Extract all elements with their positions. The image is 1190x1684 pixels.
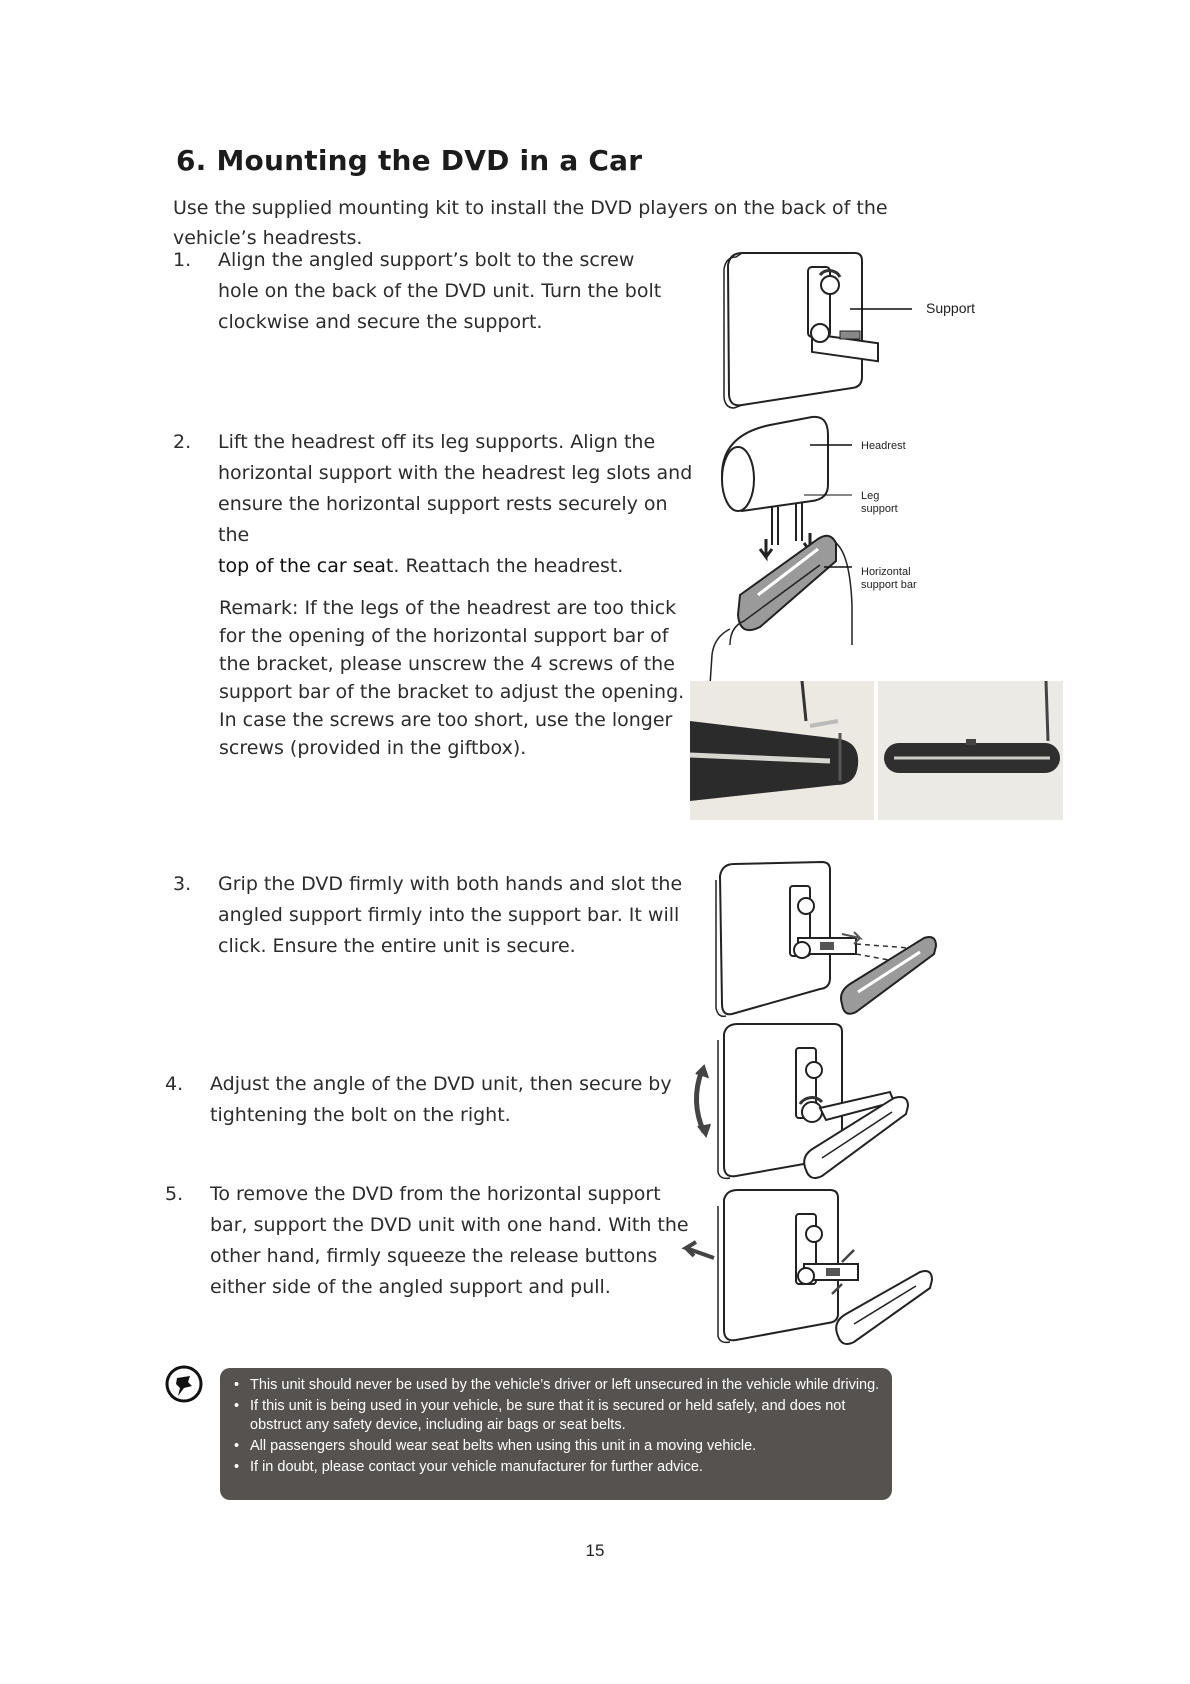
warning-text: All passengers should wear seat belts when using this unit in a moving vehicle. xyxy=(250,1438,757,1454)
warning-item xyxy=(232,1437,880,1456)
photo-bracket-adjusted-drawing xyxy=(878,681,1063,820)
step-4-line-1: Adjust the angle of the DVD unit, then secure by xyxy=(210,1073,672,1095)
step-2-line-4-rest: . Reattach the headrest. xyxy=(393,555,624,577)
label-horizontal-line-2: support bar xyxy=(861,579,917,591)
warning-list xyxy=(232,1376,880,1477)
step-4-number: 4. xyxy=(165,1073,184,1095)
warning-text: If this unit is being used in your vehicle, be sure that it is secured or held safely, and does not obstruct any safety device, including air bags or seat belts. xyxy=(250,1398,846,1433)
step-3-line-3: click. Ensure the entire unit is secure. xyxy=(218,935,576,957)
remark-line-4: support bar of the bracket to adjust the opening. xyxy=(219,681,685,703)
step-2-emphasis: top of the car seat xyxy=(218,555,394,577)
step-2-text xyxy=(218,427,698,582)
safety-warning-box xyxy=(220,1368,892,1500)
step-2-number: 2. xyxy=(173,431,192,453)
bullet: • xyxy=(234,1377,240,1393)
step-3-text xyxy=(218,869,688,962)
bullet: • xyxy=(234,1398,240,1414)
label-leg-support-line-1: Leg xyxy=(861,490,880,502)
remark-line-5: In case the screws are too short, use the longer xyxy=(219,709,673,731)
step-2-line-2: horizontal support with the headrest leg slots and xyxy=(218,462,693,484)
label-horizontal-support-bar xyxy=(861,566,917,592)
remark-line-6: screws (provided in the giftbox). xyxy=(219,737,527,759)
photo-bracket-opening-drawing xyxy=(690,681,874,820)
warning-pushpin-icon xyxy=(164,1364,204,1404)
label-headrest: Headrest xyxy=(861,440,906,452)
label-horizontal-line-1: Horizontal xyxy=(861,566,911,578)
remark-line-2: for the opening of the horizontal support bar of xyxy=(219,625,669,647)
illustration-slot-in xyxy=(710,858,940,1018)
step-4-text xyxy=(210,1069,680,1131)
step-2-line-4 xyxy=(218,551,698,582)
illustration-adjust-angle xyxy=(680,1022,920,1182)
photo-bracket-adjusted xyxy=(878,681,1063,820)
warning-text: If in doubt, please contact your vehicle manufacturer for further advice. xyxy=(250,1459,703,1475)
illustration-headrest xyxy=(700,415,920,685)
remark-line-1: Remark: If the legs of the headrest are too thick xyxy=(219,597,677,619)
step-1-number: 1. xyxy=(173,249,192,271)
step-3-line-2: angled support firmly into the support bar. It will xyxy=(218,904,680,926)
step-2-line-3: ensure the horizontal support rests securely on the xyxy=(218,493,668,546)
bullet: • xyxy=(234,1459,240,1475)
step-1-text xyxy=(218,245,688,338)
step-1-line-1: Align the angled support’s bolt to the screw xyxy=(218,249,635,271)
page-number: 15 xyxy=(585,1541,605,1560)
step-5-number: 5. xyxy=(165,1183,184,1205)
step-1-line-3: clockwise and secure the support. xyxy=(218,311,543,333)
bullet: • xyxy=(234,1438,240,1454)
label-support: Support xyxy=(926,300,976,316)
step-5-line-4: either side of the angled support and pull. xyxy=(210,1276,611,1298)
label-leg-support xyxy=(861,490,898,516)
illustration-remove xyxy=(680,1190,940,1350)
page-title: 6. Mounting the DVD in a Car xyxy=(176,144,643,177)
warning-text: This unit should never be used by the vehicle’s driver or left unsecured in the vehicle while driving. xyxy=(250,1377,880,1393)
step-4-line-2: tightening the bolt on the right. xyxy=(210,1104,511,1126)
step-5-line-2: bar, support the DVD unit with one hand. With the xyxy=(210,1214,689,1236)
step-3-number: 3. xyxy=(173,873,192,895)
warning-item xyxy=(232,1376,880,1395)
photo-bracket-opening xyxy=(690,681,874,820)
step-5-text xyxy=(210,1179,690,1303)
illustration-support-attach xyxy=(720,245,920,410)
remark-line-3: the bracket, please unscrew the 4 screws of the xyxy=(219,653,675,675)
step-1-line-2: hole on the back of the DVD unit. Turn the bolt xyxy=(218,280,662,302)
warning-item xyxy=(232,1458,880,1477)
step-5-line-1: To remove the DVD from the horizontal support xyxy=(210,1183,661,1205)
intro-paragraph: Use the supplied mounting kit to install the DVD players on the back of the vehicle’s headrests. xyxy=(173,197,888,249)
label-leg-support-line-2: support xyxy=(861,503,898,515)
remark-paragraph xyxy=(219,594,689,762)
step-5-line-3: other hand, firmly squeeze the release buttons xyxy=(210,1245,658,1267)
step-3-line-1: Grip the DVD firmly with both hands and slot the xyxy=(218,873,683,895)
warning-item xyxy=(232,1397,880,1435)
step-2-line-1: Lift the headrest off its leg supports. Align the xyxy=(218,431,656,453)
